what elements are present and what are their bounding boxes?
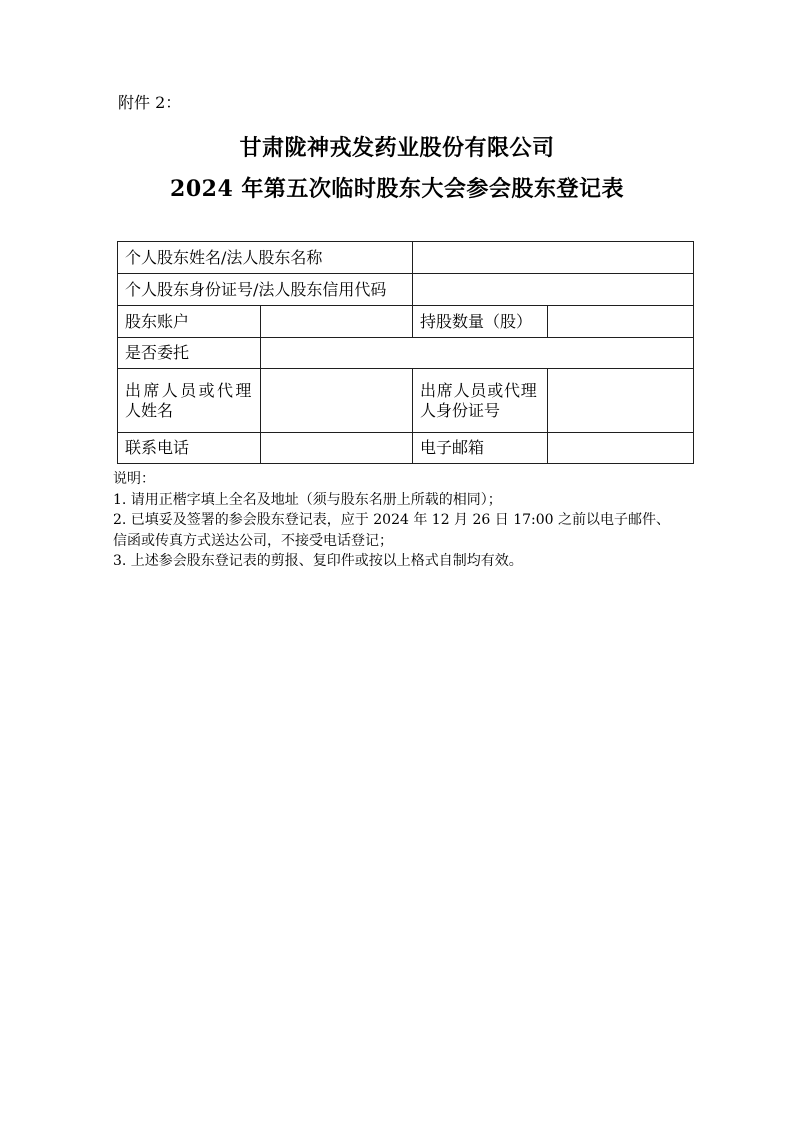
shareholder-name-field[interactable] bbox=[413, 242, 694, 274]
table-row bbox=[118, 306, 694, 338]
shareholder-id-label: 个人股东身份证号/法人股东信用代码 bbox=[118, 274, 413, 306]
table-row bbox=[118, 274, 694, 306]
note-item-2: 2. 已填妥及签署的参会股东登记表，应于 2024 年 12 月 26 日 17:00 之前以电子邮件、信函或传真方式送达公司，不接受电话登记； bbox=[113, 512, 671, 549]
table-row bbox=[118, 433, 694, 464]
table-row bbox=[118, 242, 694, 274]
attendee-id-field[interactable] bbox=[548, 369, 694, 433]
email-field[interactable] bbox=[548, 433, 694, 464]
shares-held-field[interactable] bbox=[548, 306, 694, 338]
contact-phone-field[interactable] bbox=[261, 433, 413, 464]
note-item-1: 1. 请用正楷字填上全名及地址（须与股东名册上所载的相同）； bbox=[113, 491, 502, 508]
attendee-id-label-line1: 出席人员或代理 bbox=[420, 380, 538, 400]
email-label: 电子邮箱 bbox=[413, 433, 548, 464]
is-proxy-label: 是否委托 bbox=[118, 338, 261, 369]
meeting-registration-title: 2024 年第五次临时股东大会参会股东登记表 bbox=[170, 176, 624, 202]
attendee-name-field[interactable] bbox=[261, 369, 413, 433]
attachment-label: 附件 2： bbox=[118, 93, 182, 112]
registration-form-table bbox=[117, 241, 694, 464]
attendee-id-label bbox=[413, 369, 548, 433]
attendee-name-label bbox=[118, 369, 261, 433]
notes-section bbox=[113, 469, 677, 572]
shareholder-account-field[interactable] bbox=[261, 306, 413, 338]
attendee-id-label-line2: 人身份证号 bbox=[420, 400, 501, 420]
note-item-3: 3. 上述参会股东登记表的剪报、复印件或按以上格式自制均有效。 bbox=[113, 553, 523, 569]
attendee-name-label-line1: 出席人员或代理 bbox=[125, 380, 254, 400]
is-proxy-field[interactable] bbox=[261, 338, 694, 369]
company-title: 甘肃陇神戎发药业股份有限公司 bbox=[239, 135, 555, 161]
shareholder-name-label: 个人股东姓名/法人股东名称 bbox=[118, 242, 413, 274]
notes-heading: 说明： bbox=[113, 471, 155, 487]
attendee-name-label-line2: 人姓名 bbox=[125, 400, 174, 420]
shares-held-label: 持股数量（股） bbox=[413, 306, 548, 338]
shareholder-account-label: 股东账户 bbox=[118, 306, 261, 338]
contact-phone-label: 联系电话 bbox=[118, 433, 261, 464]
table-row bbox=[118, 338, 694, 369]
shareholder-id-field[interactable] bbox=[413, 274, 694, 306]
table-row bbox=[118, 369, 694, 433]
